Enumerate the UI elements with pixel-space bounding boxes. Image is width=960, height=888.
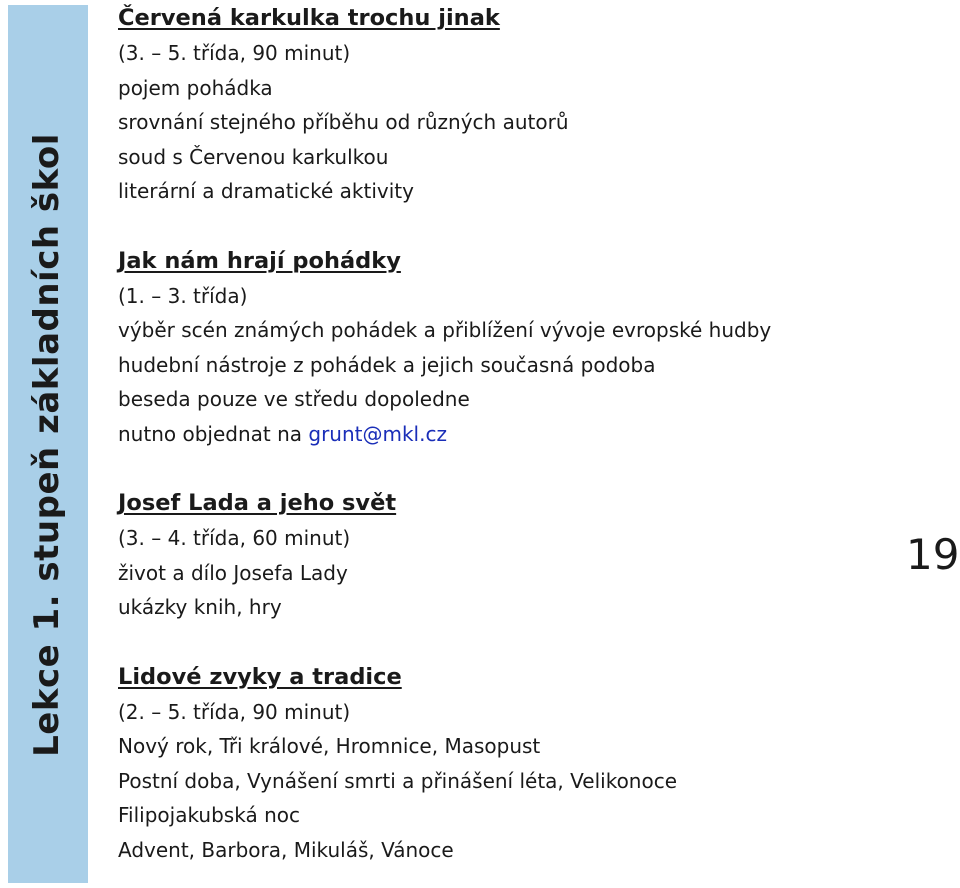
lesson-topic: srovnání stejného příběhu od různých autorů [118, 110, 569, 134]
lesson-topic: Nový rok, Tři králové, Hromnice, Masopust [118, 734, 541, 758]
lesson-title: Lidové zvyky a tradice [118, 663, 402, 690]
sidebar [8, 5, 88, 883]
lesson-topic: Advent, Barbora, Mikuláš, Vánoce [118, 837, 454, 862]
lesson-jak-nam-hraji-pohadky [118, 243, 878, 452]
lesson-meta: (2. – 5. třída, 90 minut) [118, 699, 351, 724]
contact-email-link[interactable]: grunt@mkl.cz [308, 421, 447, 446]
lesson-cervena-karkulka [118, 0, 878, 209]
lesson-meta: (1. – 3. třída) [118, 283, 248, 308]
lesson-contact [118, 417, 878, 452]
sidebar-title: Lekce 1. stupeň základních škol [27, 133, 67, 757]
lesson-topic: výběr scén známých pohádek a přiblížení vývoje evropské hudby [118, 318, 772, 342]
contact-prefix: nutno objednat na [118, 421, 309, 446]
lesson-lidove-zvyky [118, 659, 878, 868]
lesson-topic: pojem pohádka [118, 75, 273, 100]
lesson-josef-lada [118, 485, 878, 625]
page-number: 19 [906, 530, 960, 579]
lesson-title: Jak nám hrají pohádky [118, 247, 401, 274]
lesson-meta: (3. – 4. třída, 60 minut) [118, 526, 351, 550]
lesson-title: Červená karkulka trochu jinak [118, 5, 500, 31]
lesson-topic: beseda pouze ve středu dopoledne [118, 387, 470, 411]
lesson-meta: (3. – 5. třída, 90 minut) [118, 41, 351, 65]
lesson-title: Josef Lada a jeho svět [118, 490, 397, 516]
lesson-topic: život a dílo Josefa Lady [118, 560, 348, 585]
lesson-topic: Postní doba, Vynášení smrti a přinášení léta, Velikonoce [118, 768, 678, 793]
lesson-topic: ukázky knih, hry [118, 595, 282, 619]
lesson-topic: soud s Červenou karkulkou [118, 144, 389, 169]
lesson-list [118, 0, 878, 867]
lesson-topic: Filipojakubská noc [118, 803, 300, 827]
lesson-topic: literární a dramatické aktivity [118, 179, 414, 203]
lesson-topic: hudební nástroje z pohádek a jejich současná podoba [118, 352, 656, 377]
